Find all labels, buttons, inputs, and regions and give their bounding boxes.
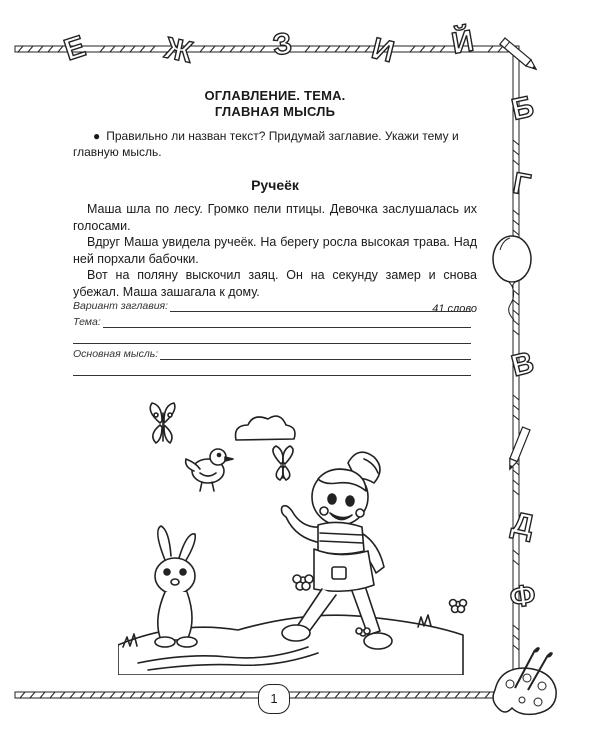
bird-icon: [186, 449, 233, 491]
task-instruction: [73, 128, 477, 160]
story-paragraph: Вот на поляну выскочил заяц. Он на секунду замер и снова убежал. Маша зашагала к дому.: [73, 268, 477, 299]
border-letter: И: [368, 31, 398, 70]
topic-label: Тема:: [73, 316, 101, 328]
page-heading-line-1: ОГЛАВЛЕНИЕ. ТЕМА.: [204, 88, 346, 103]
answer-section: [73, 296, 471, 376]
border-letter: З: [270, 26, 294, 63]
border-letter: Г: [510, 166, 533, 203]
word-count: 41 слово: [432, 303, 477, 315]
task-text: Правильно ли назван текст? Придумай заглавие. Укажи тему и главную мысль.: [73, 129, 459, 159]
main-idea-extra-line[interactable]: [73, 360, 471, 376]
bullet-icon: ●: [93, 129, 101, 143]
flower-icon-2: [450, 600, 467, 613]
topic-extra-line[interactable]: [73, 328, 471, 344]
rabbit: [155, 526, 197, 647]
story-title: Ручеёк: [251, 177, 299, 193]
page-number: 1: [258, 684, 290, 714]
flower-icon: [293, 575, 313, 590]
paint-palette-icon: [493, 647, 556, 714]
topic-line[interactable]: [103, 316, 471, 328]
balloon-icon: [493, 236, 531, 320]
title-variant-line[interactable]: [170, 300, 471, 312]
main-idea-field[interactable]: [73, 344, 471, 360]
title-variant-field[interactable]: [73, 296, 471, 312]
topic-field[interactable]: [73, 312, 471, 328]
coloring-illustration: [118, 395, 470, 675]
border-letter: Д: [508, 506, 537, 543]
worksheet-content: [73, 88, 477, 315]
border-letter: Ж: [161, 31, 196, 70]
border-letter: Б: [508, 90, 537, 127]
border-letter: Ф: [507, 578, 538, 615]
story-paragraph: Вдруг Маша увидела ручеёк. На берегу росла высокая трава. Над ней порхали бабочки.: [73, 235, 477, 266]
top-border-bar: [15, 46, 515, 52]
border-letter: Е: [60, 29, 90, 68]
title-variant-label: Вариант заглавия:: [73, 300, 169, 312]
cloud: [236, 416, 296, 440]
story-paragraph: Маша шла по лесу. Громко пели птицы. Девочка заслушалась их голосами.: [73, 202, 477, 233]
border-letter: Й: [449, 24, 477, 61]
butterfly-icon: [150, 403, 175, 443]
main-idea-label: Основная мысль:: [73, 348, 159, 360]
butterfly-icon-2: [273, 446, 293, 480]
page-heading-line-2: ГЛАВНАЯ МЫСЛЬ: [214, 104, 336, 119]
main-idea-line[interactable]: [160, 348, 471, 360]
border-letter: В: [508, 345, 538, 384]
